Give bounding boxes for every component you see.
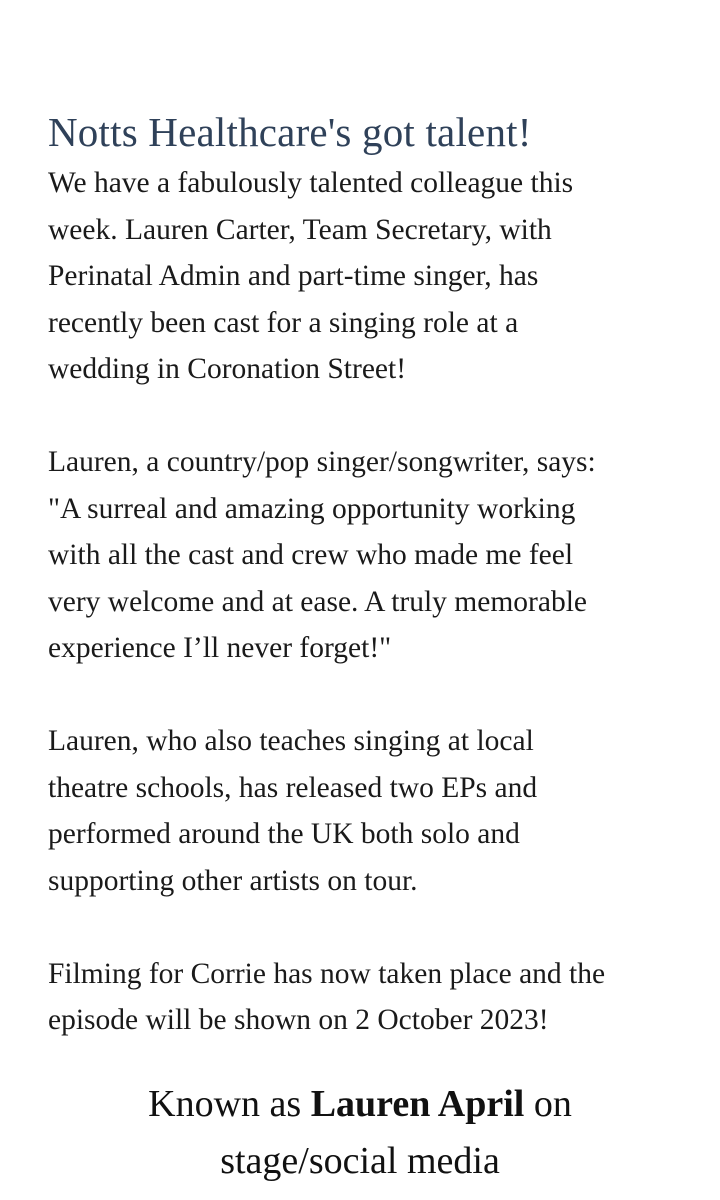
text-line: week. Lauren Carter, Team Secretary, with [48, 213, 552, 246]
paragraph-filming [48, 951, 698, 1044]
text-line: wedding in Coronation Street! [48, 353, 407, 385]
stage-name-caption [0, 1076, 720, 1190]
paragraph-teaching [48, 718, 698, 904]
article [48, 104, 698, 1044]
text-line: experience I’ll never forget!" [48, 632, 392, 664]
paragraph-spacer [48, 672, 698, 719]
text-line: Perinatal Admin and part-time singer, has [48, 260, 539, 292]
paragraph-spacer [48, 393, 698, 440]
text-line: with all the cast and crew who made me feel [48, 539, 574, 571]
caption-prefix: Known as [148, 1083, 311, 1125]
text-line: episode will be shown on 2 October 2023! [48, 1004, 549, 1036]
text-line: "A surreal and amazing opportunity working [48, 492, 576, 525]
stage-name: Lauren April [310, 1083, 525, 1125]
caption-line-1 [0, 1076, 720, 1133]
caption-suffix: on [524, 1083, 572, 1125]
text-line: Lauren, a country/pop singer/songwriter, says: [48, 446, 596, 478]
caption-line-2: stage/social media [220, 1140, 500, 1182]
paragraph-spacer [48, 904, 698, 951]
paragraph-intro [48, 160, 698, 393]
text-line: Filming for Corrie has now taken place and the [48, 957, 606, 990]
article-title: Notts Healthcare's got talent! [48, 109, 532, 155]
text-line: We have a fabulously talented colleague this [48, 167, 574, 199]
text-line: recently been cast for a singing role at a [48, 306, 519, 339]
text-line: performed around the UK both solo and [48, 818, 520, 850]
paragraph-quote [48, 439, 698, 672]
text-line: theatre schools, has released two EPs and [48, 771, 538, 804]
text-line: very welcome and at ease. A truly memorable [48, 585, 587, 618]
text-line: supporting other artists on tour. [48, 864, 418, 897]
text-line: Lauren, who also teaches singing at local [48, 725, 534, 757]
